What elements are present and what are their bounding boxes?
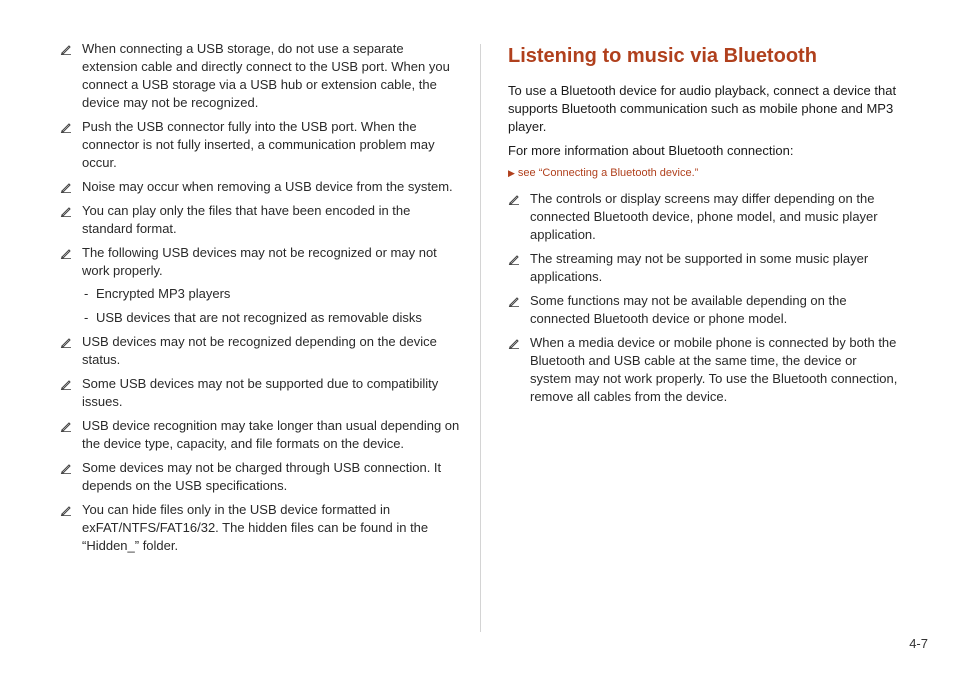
pencil-note-icon [60, 181, 72, 193]
cross-reference-link[interactable] [508, 166, 900, 180]
note-item [60, 40, 460, 112]
column-divider [480, 44, 481, 632]
dash-bullet-icon: - [84, 286, 89, 301]
note-text: Some USB devices may not be supported due to compatibility issues. [82, 376, 439, 409]
note-text: The following USB devices may not be recognized or may not work properly. [82, 245, 437, 278]
note-text: Push the USB connector fully into the USB port. When the connector is not fully inserted, a communication problem may occur. [82, 119, 435, 170]
note-text: USB devices may not be recognized depending on the device status. [82, 334, 437, 367]
pencil-note-icon [508, 295, 520, 307]
note-text: You can play only the files that have been encoded in the standard format. [82, 203, 411, 236]
note-item [508, 250, 900, 286]
pencil-note-icon [508, 253, 520, 265]
cross-reference-text: see “Connecting a Bluetooth device.” [517, 167, 699, 179]
note-item [60, 244, 460, 280]
more-info-paragraph: For more information about Bluetooth connection: [508, 143, 794, 158]
pencil-note-icon [60, 378, 72, 390]
note-item [508, 292, 900, 328]
note-item [508, 334, 900, 406]
pencil-note-icon [60, 420, 72, 432]
note-text: Some devices may not be charged through USB connection. It depends on the USB specifications. [82, 460, 442, 493]
sub-list [60, 285, 460, 327]
note-text: The controls or display screens may differ depending on the connected Bluetooth device, phone model, and music player application. [530, 191, 878, 242]
note-text: Noise may occur when removing a USB device from the system. [82, 179, 453, 194]
intro-paragraph: To use a Bluetooth device for audio playback, connect a device that supports Bluetooth communication such as mobile phone and MP3 player. [508, 83, 897, 134]
dash-bullet-icon: - [84, 310, 89, 325]
note-item [60, 375, 460, 411]
pencil-note-icon [60, 121, 72, 133]
right-column [508, 40, 900, 412]
pencil-note-icon [60, 205, 72, 217]
pencil-note-icon [60, 504, 72, 516]
note-item [60, 118, 460, 172]
note-item [508, 190, 900, 244]
note-item [60, 333, 460, 369]
note-item [60, 501, 460, 555]
pencil-note-icon [60, 247, 72, 259]
page-number: 4-7 [909, 636, 928, 651]
sub-item [60, 285, 460, 303]
note-item [60, 178, 460, 196]
pencil-note-icon [60, 462, 72, 474]
note-item [60, 202, 460, 238]
sub-item-text: Encrypted MP3 players [96, 286, 231, 301]
note-text: You can hide files only in the USB device formatted in exFAT/NTFS/FAT16/32. The hidden files can be found in the “Hidden_” folder. [82, 502, 429, 553]
sub-item-text: USB devices that are not recognized as removable disks [96, 310, 422, 325]
note-text: When a media device or mobile phone is connected by both the Bluetooth and USB cable at the same time, the device or system may not work properly. To use the Bluetooth connection, remove all cables from the device. [530, 335, 898, 404]
pencil-note-icon [60, 336, 72, 348]
pencil-note-icon [508, 337, 520, 349]
note-item [60, 459, 460, 495]
triangle-arrow-icon: ▶ [508, 168, 515, 178]
left-column [60, 40, 460, 561]
note-item [60, 417, 460, 453]
pencil-note-icon [508, 193, 520, 205]
note-text: Some functions may not be available depending on the connected Bluetooth device or phone model. [530, 293, 847, 326]
note-text: When connecting a USB storage, do not use a separate extension cable and directly connect to the USB port. When you connect a USB storage via a USB hub or extension cable, the device may not be recognized. [82, 41, 450, 110]
note-text: USB device recognition may take longer than usual depending on the device type, capacity, and file formats on the device. [82, 418, 460, 451]
sub-item [60, 309, 460, 327]
section-title: Listening to music via Bluetooth [508, 45, 817, 67]
pencil-note-icon [60, 43, 72, 55]
note-text: The streaming may not be supported in some music player applications. [530, 251, 869, 284]
